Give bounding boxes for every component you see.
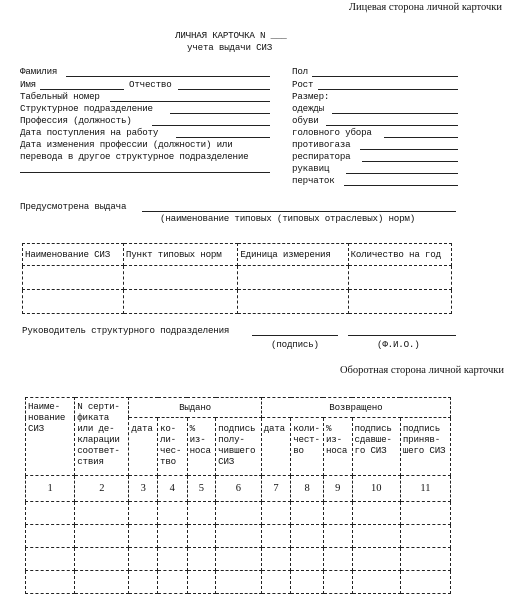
back-cell[interactable] [400, 525, 450, 548]
headwear-size-line[interactable] [384, 137, 458, 138]
back-cell[interactable] [75, 571, 129, 594]
height-label: Рост [292, 79, 314, 90]
front-cell[interactable] [23, 266, 124, 290]
change-date-line[interactable] [20, 172, 270, 173]
back-table-number-row [26, 476, 451, 502]
back-cell[interactable] [158, 571, 188, 594]
back-header-issued-date: дата [129, 418, 158, 476]
profession-line[interactable] [152, 125, 270, 126]
back-cell[interactable] [261, 548, 291, 571]
clothing-size-line[interactable] [332, 113, 458, 114]
back-cell[interactable] [158, 502, 188, 525]
mittens-size-line[interactable] [346, 173, 458, 174]
sex-label: Пол [292, 66, 308, 77]
surname-line[interactable] [66, 76, 270, 77]
gas-mask-size-line[interactable] [360, 149, 458, 150]
back-cell[interactable] [26, 525, 75, 548]
back-header-returned-qty: коли- чест- во [291, 418, 324, 476]
front-side-caption: Лицевая сторона личной карточки [348, 2, 502, 13]
signature-caption: (подпись) [271, 339, 319, 350]
back-table-row [26, 548, 451, 571]
front-header-norm-clause: Пункт типовых норм [123, 244, 237, 266]
back-cell[interactable] [261, 502, 291, 525]
back-cell[interactable] [400, 571, 450, 594]
front-header-quantity: Количество на год [348, 244, 451, 266]
back-header-issued-qty: ко- ли- чес- тво [158, 418, 188, 476]
col-number: 1 [26, 476, 75, 502]
back-cell[interactable] [216, 525, 262, 548]
provision-label: Предусмотрена выдача [20, 201, 127, 212]
change-date-label-2: перевода в другое структурное подразделение [20, 151, 249, 162]
hire-date-line[interactable] [176, 137, 270, 138]
col-number: 5 [187, 476, 216, 502]
col-number: 2 [75, 476, 129, 502]
height-line[interactable] [318, 89, 458, 90]
back-cell[interactable] [323, 525, 352, 548]
mittens-size-label: рукавиц [292, 163, 330, 174]
front-header-unit: Единица измерения [238, 244, 348, 266]
col-number: 3 [129, 476, 158, 502]
back-cell[interactable] [216, 502, 262, 525]
front-cell[interactable] [348, 290, 451, 314]
card-subtitle: учета выдачи СИЗ [187, 42, 273, 53]
gloves-size-line[interactable] [344, 185, 458, 186]
back-cell[interactable] [26, 548, 75, 571]
back-cell[interactable] [75, 548, 129, 571]
back-header-certificate: N серти- фиката или де- кларации соответ- ствия [75, 398, 129, 476]
back-cell[interactable] [352, 571, 400, 594]
shoe-size-line[interactable] [326, 125, 458, 126]
manager-signature-line[interactable] [252, 335, 338, 336]
shoe-size-label: обуви [292, 115, 319, 126]
patronymic-label: Отчество [129, 79, 172, 90]
front-table-row [23, 266, 452, 290]
back-cell[interactable] [75, 502, 129, 525]
provision-caption: (наименование типовых (типовых отраслевых) норм) [160, 213, 416, 224]
back-header-receiver-signature: подпись приняв- шего СИЗ [400, 418, 450, 476]
tab-number-label: Табельный номер [20, 91, 100, 102]
back-cell[interactable] [187, 525, 216, 548]
back-cell[interactable] [291, 502, 324, 525]
tab-number-line[interactable] [110, 101, 270, 102]
back-cell[interactable] [216, 548, 262, 571]
front-table [22, 243, 452, 314]
front-cell[interactable] [348, 266, 451, 290]
back-cell[interactable] [187, 571, 216, 594]
back-cell[interactable] [129, 571, 158, 594]
gas-mask-size-label: противогаза [292, 139, 351, 150]
clothing-size-label: одежды [292, 103, 324, 114]
back-header-issued-signature: подпись полу- чившего СИЗ [216, 418, 262, 476]
back-cell[interactable] [291, 571, 324, 594]
col-number: 9 [323, 476, 352, 502]
back-cell[interactable] [291, 525, 324, 548]
respirator-size-label: респиратора [292, 151, 351, 162]
back-cell[interactable] [323, 571, 352, 594]
front-cell[interactable] [238, 290, 348, 314]
back-table-header-row-1 [26, 398, 451, 418]
back-cell[interactable] [26, 571, 75, 594]
change-date-label-1: Дата изменения профессии (должности) или [20, 139, 233, 150]
back-cell[interactable] [352, 525, 400, 548]
back-cell[interactable] [323, 548, 352, 571]
department-line[interactable] [170, 113, 270, 114]
front-cell[interactable] [23, 290, 124, 314]
name-label: Имя [20, 79, 36, 90]
back-cell[interactable] [323, 502, 352, 525]
fio-caption: (Ф.И.О.) [377, 339, 420, 350]
back-cell[interactable] [26, 502, 75, 525]
col-number: 8 [291, 476, 324, 502]
back-cell[interactable] [158, 548, 188, 571]
front-cell[interactable] [238, 266, 348, 290]
profession-label: Профессия (должность) [20, 115, 132, 126]
back-header-returned-signature: подпись сдавше- го СИЗ [352, 418, 400, 476]
back-table-row [26, 571, 451, 594]
provision-line[interactable] [142, 211, 456, 212]
back-table-row [26, 502, 451, 525]
back-header-returned-date: дата [261, 418, 291, 476]
surname-label: Фамилия [20, 66, 58, 77]
front-header-item-name: Наименование СИЗ [23, 244, 124, 266]
back-cell[interactable] [291, 548, 324, 571]
back-cell[interactable] [187, 548, 216, 571]
back-header-issued: Выдано [129, 398, 261, 418]
back-cell[interactable] [187, 502, 216, 525]
front-cell[interactable] [123, 290, 237, 314]
back-cell[interactable] [352, 548, 400, 571]
name-line[interactable] [40, 89, 124, 90]
hire-date-label: Дата поступления на работу [20, 127, 159, 138]
back-cell[interactable] [129, 502, 158, 525]
back-header-returned-wear: % из- носа [323, 418, 352, 476]
back-cell[interactable] [352, 502, 400, 525]
back-header-returned: Возвращено [261, 398, 450, 418]
col-number: 4 [158, 476, 188, 502]
patronymic-line[interactable] [178, 89, 270, 90]
back-cell[interactable] [129, 525, 158, 548]
manager-label: Руководитель структурного подразделения [22, 325, 230, 336]
back-cell[interactable] [158, 525, 188, 548]
back-header-issued-wear: % из- носа [187, 418, 216, 476]
back-cell[interactable] [400, 548, 450, 571]
back-cell[interactable] [129, 548, 158, 571]
back-cell[interactable] [261, 571, 291, 594]
back-cell[interactable] [261, 525, 291, 548]
card-title: ЛИЧНАЯ КАРТОЧКА N ___ [175, 30, 287, 41]
front-table-header-row [23, 244, 452, 266]
gloves-size-label: перчаток [292, 175, 335, 186]
sex-line[interactable] [312, 76, 458, 77]
front-table-row [23, 290, 452, 314]
manager-fio-line[interactable] [348, 335, 456, 336]
back-side-caption: Оборотная сторона личной карточки [339, 365, 504, 376]
headwear-size-label: головного убора [292, 127, 372, 138]
col-number: 7 [261, 476, 291, 502]
department-label: Структурное подразделение [20, 103, 153, 114]
respirator-size-line[interactable] [362, 161, 458, 162]
col-number: 11 [400, 476, 450, 502]
col-number: 6 [216, 476, 262, 502]
back-header-item-name: Наиме- нование СИЗ [26, 398, 75, 476]
back-table-row [26, 525, 451, 548]
back-cell[interactable] [216, 571, 262, 594]
back-table [25, 397, 451, 594]
back-cell[interactable] [400, 502, 450, 525]
size-label: Размер: [292, 91, 330, 102]
col-number: 10 [352, 476, 400, 502]
front-cell[interactable] [123, 266, 237, 290]
back-cell[interactable] [75, 525, 129, 548]
